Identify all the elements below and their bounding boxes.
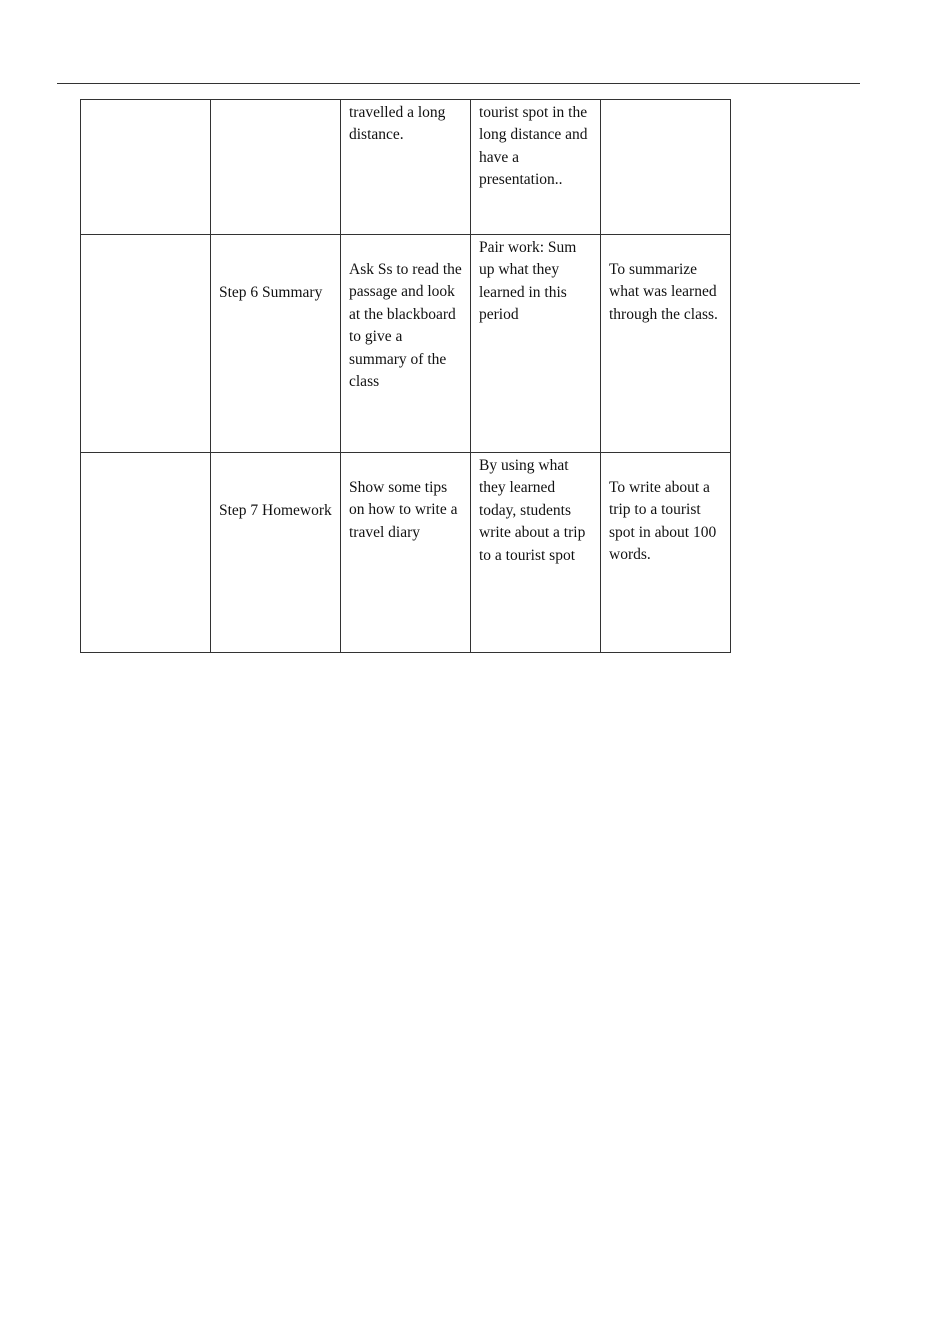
student-activity-cell (471, 235, 601, 453)
lesson-plan-table (80, 99, 731, 653)
cell-text (219, 100, 332, 102)
step-cell (211, 453, 341, 653)
teacher-activity-cell (341, 235, 471, 453)
purpose-text: To summarize what was learned through the class. (609, 261, 718, 323)
step-cell (211, 235, 341, 453)
table-cell (211, 100, 341, 235)
cell-text (89, 100, 202, 102)
purpose-cell (601, 453, 731, 653)
table-cell (341, 100, 471, 235)
table-cell (81, 453, 211, 653)
cell-text: tourist spot in the long distance and have a presentation.. (479, 104, 588, 189)
student-activity-cell (471, 453, 601, 653)
table-row (81, 453, 731, 653)
table-cell (471, 100, 601, 235)
cell-text (609, 100, 722, 102)
header-rule (57, 83, 860, 84)
student-activity-text: By using what they learned today, students write about a trip to a tourist spot (479, 457, 586, 564)
purpose-cell (601, 235, 731, 453)
teacher-activity-text: Ask Ss to read the passage and look at the blackboard to give a summary of the class (349, 261, 462, 391)
purpose-text: To write about a trip to a tourist spot in about 100 words. (609, 479, 717, 564)
step-label: Step 7 Homework (219, 502, 332, 519)
table-cell (81, 235, 211, 453)
table-cell (601, 100, 731, 235)
student-activity-text: Pair work: Sum up what they learned in this period (479, 239, 577, 324)
cell-text: travelled a long distance. (349, 104, 446, 144)
teacher-activity-text: Show some tips on how to write a travel diary (349, 479, 458, 541)
teacher-activity-cell (341, 453, 471, 653)
step-label: Step 6 Summary (219, 284, 323, 301)
table-cell (81, 100, 211, 235)
table-row (81, 235, 731, 453)
table-row (81, 100, 731, 235)
